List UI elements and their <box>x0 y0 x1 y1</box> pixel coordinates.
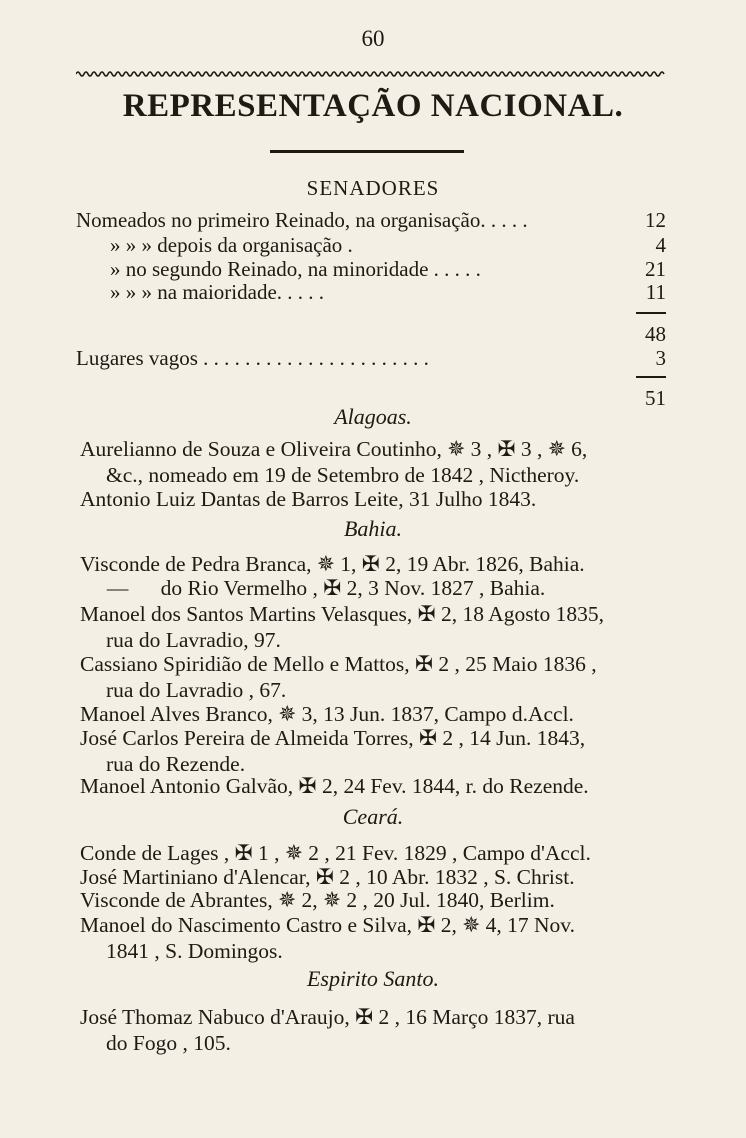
sum-rule <box>636 312 666 314</box>
section-heading: Alagoas. <box>334 404 412 429</box>
senator-entry: — do Rio Vermelho , ✠ 2, 3 Nov. 1827 , Bahia. <box>80 576 546 600</box>
senadores-row-label: » » » na maioridade. . . . . <box>110 280 325 304</box>
senator-entry: Aurelianno de Souza e Oliveira Coutinho, ✵ 3 , ✠ 3 , ✵ 6, &c., nomeado em 19 de Setembro de 1842 , Nictheroy. <box>80 437 588 487</box>
senator-entry: Manoel Antonio Galvão, ✠ 2, 24 Fev. 1844, r. do Rezende. <box>80 774 589 798</box>
page-title: REPRESENTAÇÃO NACIONAL. <box>122 88 624 124</box>
senator-entry: Manoel do Nascimento Castro e Silva, ✠ 2, ✵ 4, 17 Nov. 1841 , S. Domingos. <box>80 913 576 963</box>
senadores-subtotal: 48 <box>645 322 666 346</box>
senator-entry: Conde de Lages , ✠ 1 , ✵ 2 , 21 Fev. 1829 , Campo d'Accl. <box>80 841 591 865</box>
senadores-row-label: » » » depois da organisação . <box>110 233 353 257</box>
senator-entry: José Martiniano d'Alencar, ✠ 2 , 10 Abr. 1832 , S. Christ. <box>80 865 575 889</box>
senator-entry: Visconde de Pedra Branca, ✵ 1, ✠ 2, 19 Abr. 1826, Bahia. <box>80 552 585 576</box>
section-heading: Espirito Santo. <box>306 966 439 991</box>
senator-entry: Cassiano Spiridião de Mello e Mattos, ✠ 2 , 25 Maio 1836 , rua do Lavradio , 67. <box>80 652 597 702</box>
senadores-row-value: 21 <box>645 257 666 281</box>
total-rule <box>636 376 666 378</box>
lugares-vagos-label: Lugares vagos . . . . . . . . . . . . . . . . . . . . . . <box>76 346 429 370</box>
senadores-row-value: 4 <box>655 233 666 257</box>
ornamental-rule <box>76 70 666 78</box>
section-heading: Ceará. <box>342 804 404 829</box>
senadores-row-value: 12 <box>645 208 666 232</box>
senator-entry: Visconde de Abrantes, ✵ 2, ✵ 2 , 20 Jul. 1840, Berlim. <box>80 888 555 912</box>
page-number: 60 <box>361 26 385 51</box>
section-heading: Bahia. <box>343 516 403 541</box>
senadores-row-label: Nomeados no primeiro Reinado, na organisação. . . . . <box>76 208 528 232</box>
senator-entry: José Carlos Pereira de Almeida Torres, ✠ 2 , 14 Jun. 1843, rua do Rezende. <box>80 726 586 776</box>
senadores-row-value: 11 <box>645 280 666 304</box>
lugares-vagos-value: 3 <box>655 346 666 370</box>
senadores-heading: SENADORES <box>306 176 440 200</box>
senator-entry: Manoel dos Santos Martins Velasques, ✠ 2, 18 Agosto 1835, rua do Lavradio, 97. <box>80 602 605 652</box>
senator-entry: Manoel Alves Branco, ✵ 3, 13 Jun. 1837, Campo d.Accl. <box>80 702 574 726</box>
senator-entry: Antonio Luiz Dantas de Barros Leite, 31 Julho 1843. <box>80 487 537 511</box>
title-rule <box>270 150 464 153</box>
senator-entry: José Thomaz Nabuco d'Araujo, ✠ 2 , 16 Março 1837, rua do Fogo , 105. <box>80 1005 575 1055</box>
senadores-total: 51 <box>645 386 666 410</box>
senadores-row-label: » no segundo Reinado, na minoridade . . . . . <box>110 257 481 281</box>
